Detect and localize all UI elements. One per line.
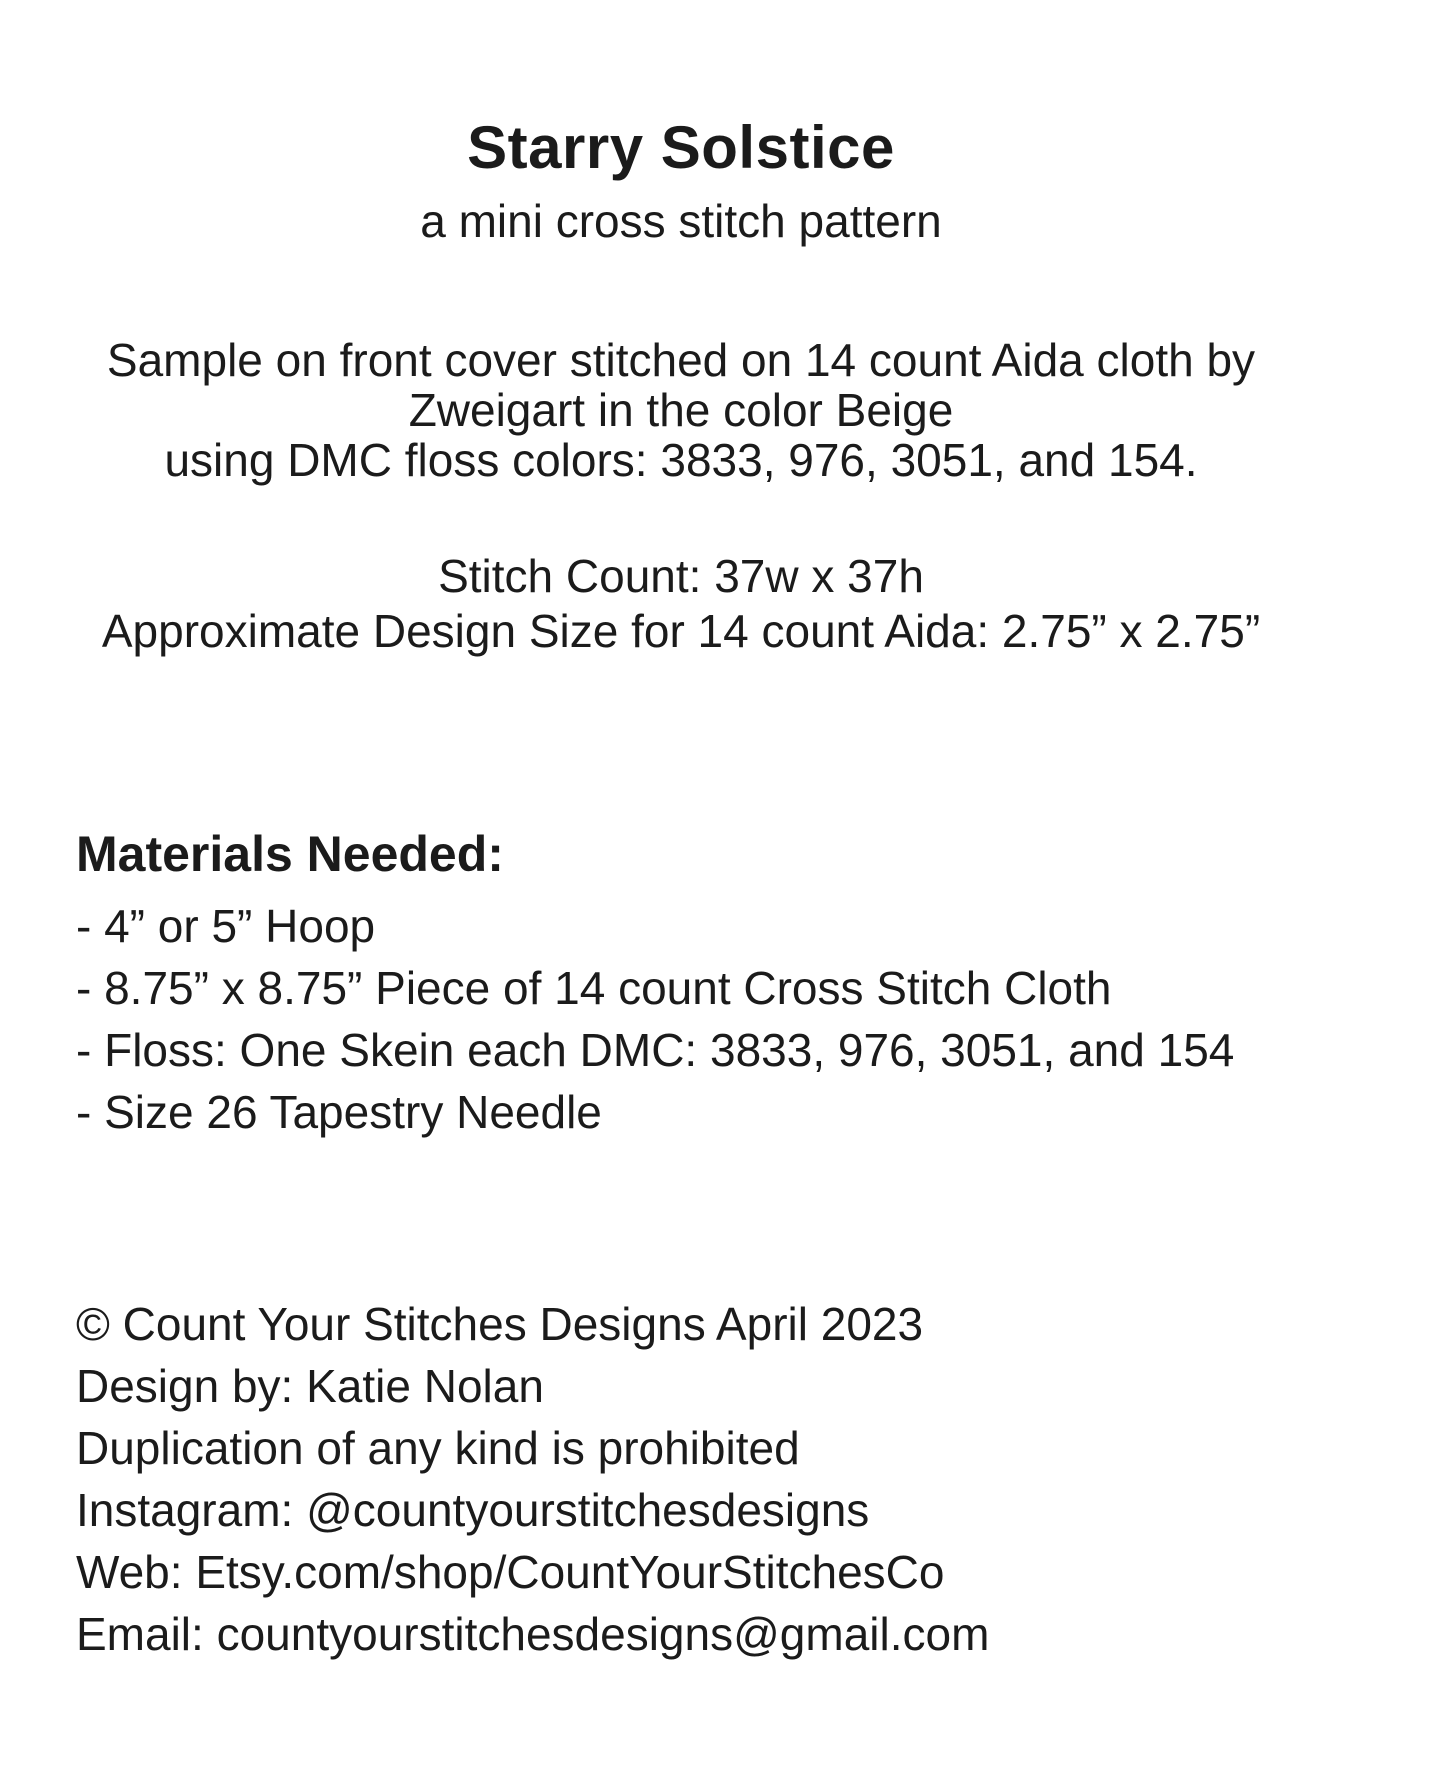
page-title: Starry Solstice xyxy=(467,114,895,181)
duplication-line: Duplication of any kind is prohibited xyxy=(76,1421,800,1474)
page-header xyxy=(76,0,1286,247)
instagram-line: Instagram: @countyourstitchesdesigns xyxy=(76,1483,870,1536)
page-subtitle: a mini cross stitch pattern xyxy=(420,195,942,247)
materials-item-floss: - Floss: One Skein each DMC: 3833, 976, 3051, and 154 xyxy=(76,1023,1235,1076)
materials-list xyxy=(76,895,1286,1143)
design-size: Approximate Design Size for 14 count Aida: 2.75” x 2.75” xyxy=(101,604,1261,657)
designer-line: Design by: Katie Nolan xyxy=(76,1359,544,1412)
stitch-count: Stitch Count: 37w x 37h xyxy=(438,549,924,602)
materials-section xyxy=(76,825,1286,1143)
materials-heading: Materials Needed: xyxy=(76,825,504,882)
sample-info-line-3: using DMC floss colors: 3833, 976, 3051, and 154. xyxy=(164,433,1198,486)
sample-info-line-1: Sample on front cover stitched on 14 count Aida cloth by xyxy=(106,333,1256,386)
materials-item-cloth: - 8.75” x 8.75” Piece of 14 count Cross Stitch Cloth xyxy=(76,961,1112,1014)
sample-info xyxy=(76,335,1286,485)
materials-item-needle: - Size 26 Tapestry Needle xyxy=(76,1085,602,1138)
web-line: Web: Etsy.com/shop/CountYourStitchesCo xyxy=(76,1545,945,1598)
sample-info-line-2: Zweigart in the color Beige xyxy=(408,383,954,436)
footer-info xyxy=(76,1293,1286,1665)
email-line: Email: countyourstitchesdesigns@gmail.com xyxy=(76,1607,990,1660)
copyright-line: © Count Your Stitches Designs April 2023 xyxy=(76,1297,924,1350)
materials-item-hoop: - 4” or 5” Hoop xyxy=(76,899,376,952)
sizing-info xyxy=(76,549,1286,659)
